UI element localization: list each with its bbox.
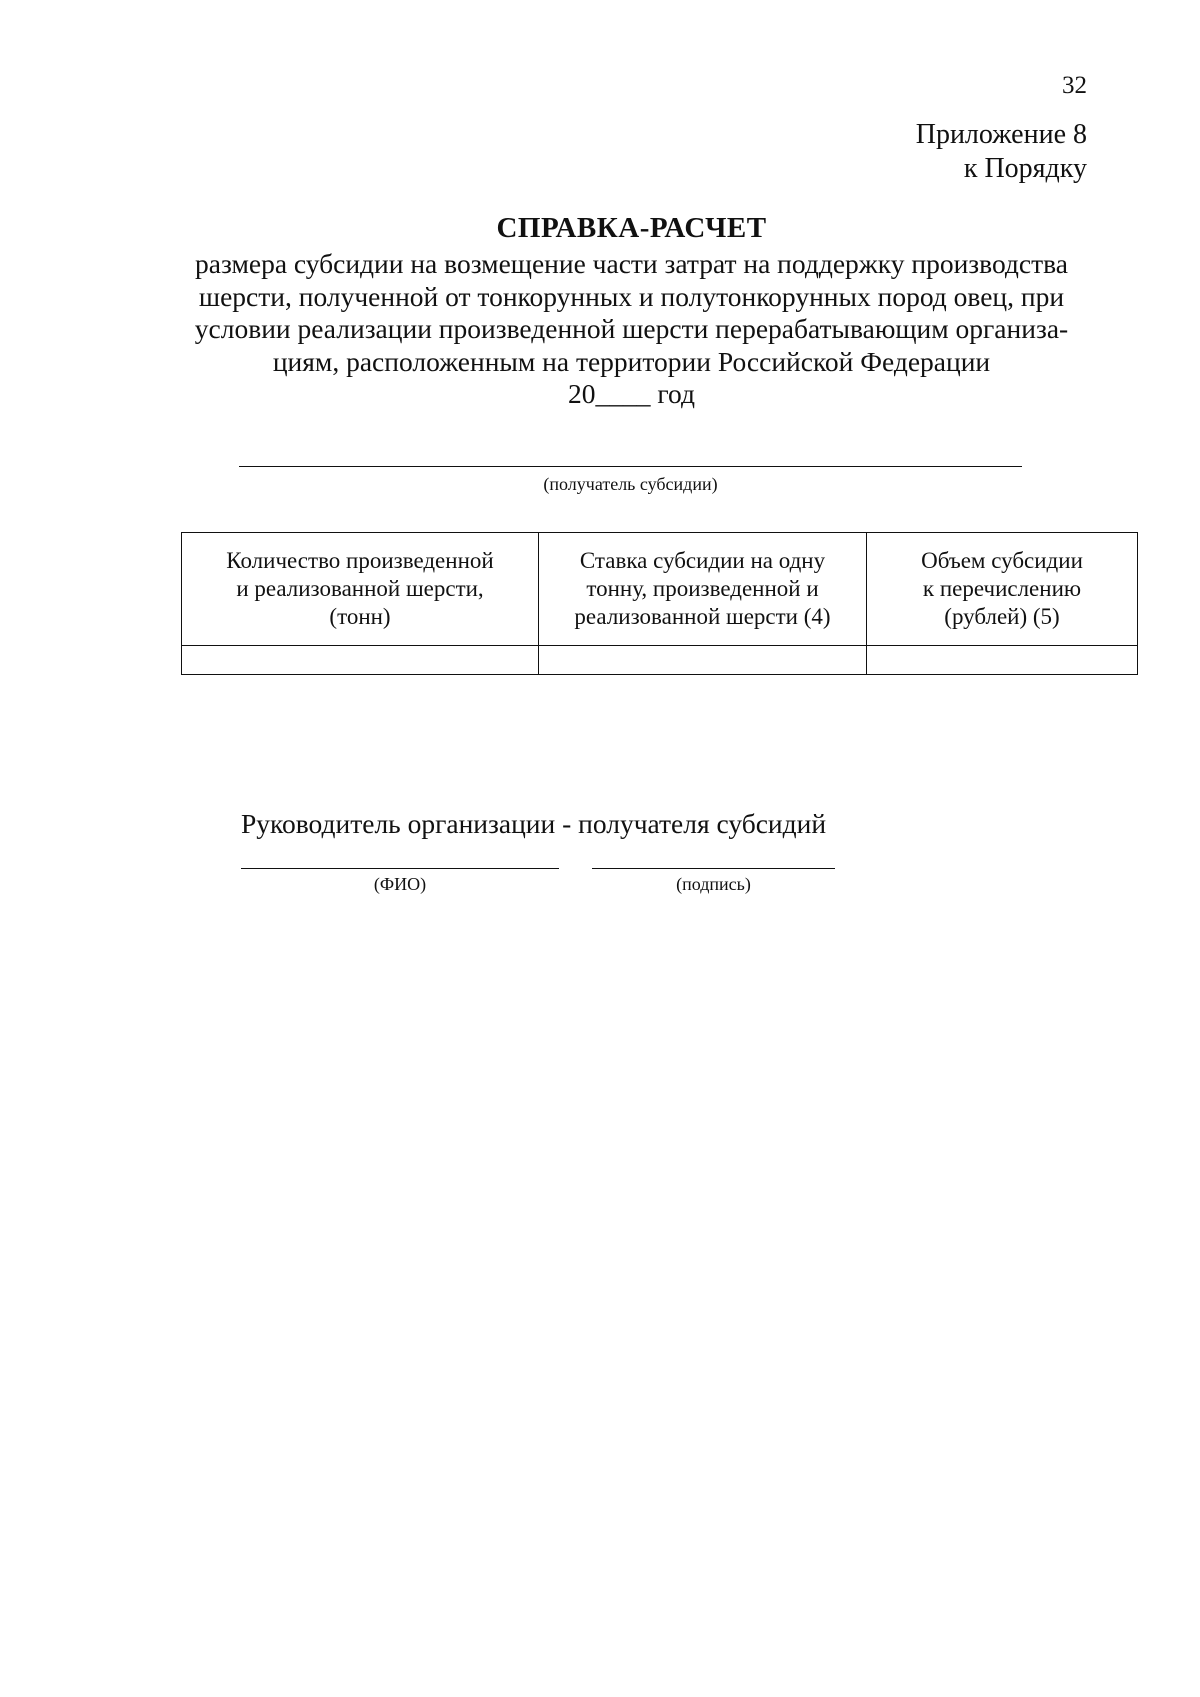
document-title: СПРАВКА-РАСЧЕТ [496, 212, 767, 244]
subtitle-line-3: условии реализации произведенной шерсти перерабатывающим организа- [194, 313, 1069, 344]
cell-quantity [182, 646, 539, 675]
recipient-caption: (получатель субсидии) [543, 474, 718, 494]
header-quantity [182, 533, 539, 646]
signature-blank-line [592, 868, 835, 869]
table-header-row [182, 533, 1138, 646]
signature-caption: (подпись) [676, 874, 751, 894]
fio-blank-line [241, 868, 559, 869]
table-row [182, 646, 1138, 675]
header-quantity-line-1: Количество произведенной [226, 548, 494, 573]
cell-rate [539, 646, 867, 675]
header-amount [867, 533, 1138, 646]
header-rate [539, 533, 867, 646]
appendix-reference [916, 118, 1087, 186]
subtitle-line-4: циям, расположенным на территории Российской Федерации [272, 345, 991, 377]
header-amount-line-3: (рублей) (5) [944, 604, 1060, 629]
fio-caption: (ФИО) [373, 874, 427, 894]
document-subtitle [0, 248, 1200, 411]
cell-amount [867, 646, 1138, 675]
header-rate-line-3: реализованной шерсти (4) [574, 604, 831, 629]
header-rate-line-2: тонну, произведенной и [586, 576, 819, 601]
subtitle-line-2: шерсти, полученной от тонкорунных и полутонкорунных пород овец, при [198, 280, 1065, 312]
header-quantity-line-2: и реализованной шерсти, [236, 576, 484, 601]
header-amount-line-2: к перечислению [922, 576, 1082, 601]
header-quantity-line-3: (тонн) [329, 604, 391, 629]
appendix-line-1: Приложение 8 [915, 119, 1087, 150]
recipient-blank-line [239, 466, 1022, 467]
appendix-line-2: к Порядку [963, 153, 1087, 184]
organization-head-label: Руководитель организации - получателя субсидий [241, 808, 827, 839]
header-amount-line-1: Объем субсидии [921, 548, 1083, 573]
calculation-table [181, 532, 1138, 675]
header-rate-line-1: Ставка субсидии на одну [579, 548, 826, 573]
page-number: 32 [1062, 72, 1087, 99]
subtitle-line-1: размера субсидии на возмещение части затрат на поддержку производства [195, 248, 1068, 279]
subtitle-year-line: 20____ год [568, 378, 695, 409]
